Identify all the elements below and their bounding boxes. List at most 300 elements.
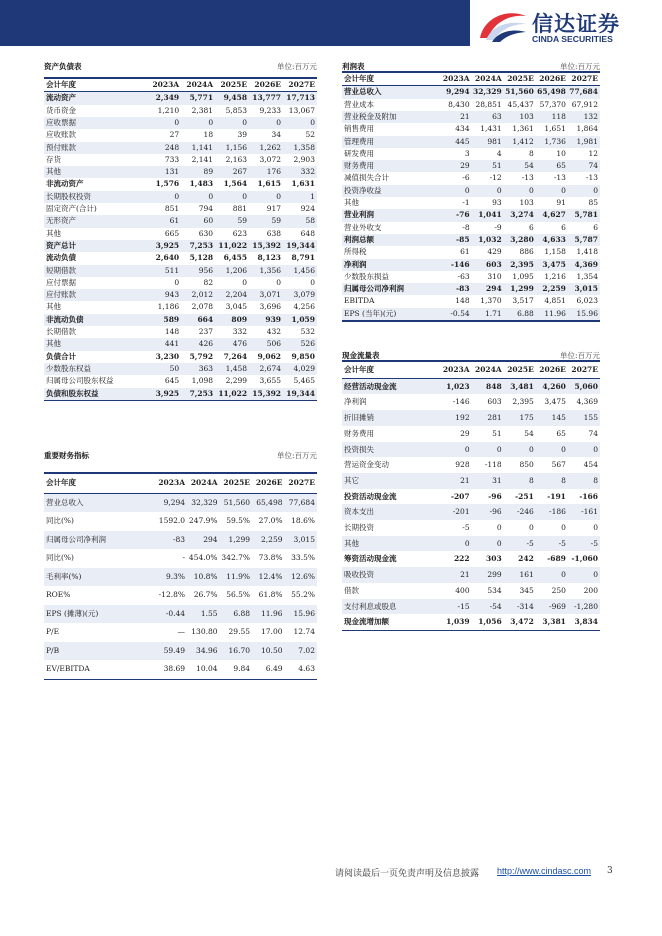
income_statement-row-value: 1,216 (544, 271, 566, 281)
income_statement-title: 利润表 (342, 62, 365, 71)
key_indicators-row-value: 6.88 (233, 608, 251, 618)
cash_flow-row-value: 4,260 (542, 381, 566, 391)
key_indicators-row-value: 11.9% (226, 571, 251, 581)
income_statement-row-value: 65 (556, 161, 566, 171)
balance_sheet-row-value: 61 (169, 216, 180, 226)
cash_flow-row-value: 145 (551, 413, 566, 423)
income_statement-row-value: 28,851 (475, 99, 502, 109)
income_statement-row-value: 1,041 (478, 210, 502, 220)
balance_sheet-row-value: 3,079 (293, 290, 315, 300)
footer-disclaimer: 请阅读最后一页免责声明及信息披露 (335, 869, 480, 879)
brand-logo-icon (476, 8, 530, 44)
cash_flow-row-value: 0 (496, 538, 502, 548)
cash_flow-row-value: -96 (489, 507, 502, 517)
balance_sheet-row-value: 1,356 (259, 265, 282, 275)
balance_sheet-row-value: 648 (300, 228, 315, 238)
income_statement-row-value: 2,395 (510, 259, 534, 269)
balance_sheet-row-value: 2,141 (191, 154, 214, 164)
cash_flow-unit: 单位:百万元 (559, 351, 600, 360)
cash_flow-row-value: 0 (593, 570, 598, 580)
income_statement-row-value: 12 (588, 148, 598, 158)
balance_sheet-row-value: 956 (198, 265, 214, 275)
cash_flow-row-value: 175 (519, 413, 534, 423)
balance_sheet-row (44, 191, 317, 203)
balance_sheet-row-value: 1,615 (257, 179, 282, 189)
key_indicators-row-value: 15.96 (293, 608, 315, 618)
key_indicators-header-year: 2024A (190, 478, 218, 487)
key_indicators-row-value: 32,329 (191, 497, 218, 507)
income_statement-row-value: 3,280 (510, 234, 534, 244)
income_statement-row (342, 271, 600, 283)
income_statement-row-label: 净利润 (344, 259, 367, 269)
cash_flow-header-year: 2027E (571, 365, 598, 374)
cash_flow-row-value: 4,369 (576, 397, 598, 407)
income_statement-header-row (342, 73, 600, 85)
income_statement-row-value: -12 (489, 173, 502, 183)
income_statement-row-value: -1 (462, 198, 470, 207)
cash_flow-row-value: 1,039 (446, 617, 470, 627)
key_indicators-row-value: 65,498 (256, 497, 283, 507)
balance_sheet-row-value: 4,029 (293, 363, 315, 373)
balance_sheet-row (44, 388, 317, 400)
cash_flow-row (342, 614, 600, 630)
key_indicators-row-value: 18.6% (291, 516, 315, 525)
balance_sheet-row-value: 943 (164, 290, 180, 300)
header-blue-bar (0, 0, 470, 46)
balance_sheet-row-value: 60 (203, 216, 214, 226)
balance_sheet-row-value: 9,458 (223, 93, 248, 103)
balance_sheet-row-value: 9,233 (259, 105, 282, 115)
key_indicators-row (44, 642, 317, 661)
cash_flow-row-value: 0 (561, 570, 566, 580)
key_indicators-row-value: 9.84 (233, 664, 251, 673)
balance_sheet-header-year: 2023A (152, 80, 180, 89)
income_statement-row-value: 1,361 (512, 124, 534, 134)
cash_flow-row-value: 3,381 (542, 617, 566, 627)
balance_sheet-row-value: 0 (310, 117, 315, 127)
income_statement-row-value: 3,475 (542, 259, 566, 269)
cash_flow-row-value: 0 (593, 444, 598, 454)
income_statement-row-value: 1,981 (576, 136, 598, 146)
balance_sheet-row-value: 794 (198, 204, 214, 213)
balance_sheet-row-value: 332 (300, 167, 315, 177)
key_indicators-row (44, 549, 317, 568)
cash_flow-row-value: -251 (515, 491, 534, 501)
income_statement-row (342, 295, 600, 307)
key_indicators-row-value: 29.55 (228, 627, 251, 636)
cash_flow-row-value: 567 (551, 460, 566, 470)
balance_sheet-row-value: 3,072 (259, 154, 282, 164)
income_statement-row-value: 0 (464, 185, 470, 195)
balance_sheet-row-value: 1,098 (191, 376, 214, 386)
income_statement-row-value: 3,015 (574, 284, 598, 294)
key_indicators-row-value: 2,259 (261, 534, 283, 544)
balance_sheet-row-value: 89 (203, 167, 214, 177)
key_indicators-row-value: 17.00 (261, 627, 283, 636)
cash_flow-row-value: 850 (519, 460, 534, 470)
key_indicators-row-value: 11.96 (261, 608, 283, 618)
key_indicators-row-value: 1,299 (228, 534, 251, 544)
income_statement-row-value: 45,437 (507, 99, 534, 109)
balance_sheet-row (44, 314, 317, 326)
balance_sheet-row-label: 其他 (46, 167, 61, 177)
balance_sheet-row (44, 301, 317, 313)
balance_sheet-row-value: 0 (276, 277, 282, 287)
balance_sheet-row (44, 117, 317, 129)
income_statement-row-value: -13 (521, 173, 534, 183)
cash_flow-row-value: 0 (561, 444, 566, 454)
cash_flow-row-value: -5 (558, 538, 566, 548)
income_statement-row-label: 营业成本 (344, 99, 374, 109)
key_indicators-row-label: P/E (46, 627, 60, 636)
income_statement-row (342, 308, 600, 320)
income_statement-row-value: 6,023 (576, 296, 598, 306)
balance_sheet-row-value: 11,022 (218, 388, 248, 398)
key_indicators-row-label: 归属母公司净利润 (46, 534, 106, 544)
cash_flow-row-value: 0 (464, 538, 470, 548)
cash_flow-row-label: 吸收投资 (344, 570, 374, 580)
balance_sheet-row-value: 0 (276, 117, 282, 127)
cash_flow-row-value: 400 (455, 585, 470, 595)
income_statement-row-value: 4 (496, 148, 502, 158)
cash_flow-row (342, 551, 600, 567)
balance_sheet-row-value: 2,299 (225, 376, 248, 386)
income_statement-row-value: 32,329 (472, 87, 502, 97)
cash_flow-row (342, 394, 600, 410)
key_indicators-row (44, 531, 317, 550)
income_statement-row-value: -83 (456, 284, 470, 294)
balance_sheet-row-value: 248 (164, 142, 180, 152)
income_statement-row-value: 1,158 (544, 247, 566, 257)
balance_sheet-row-value: 526 (300, 339, 315, 349)
key_indicators-row-label: 同比(%) (46, 516, 74, 525)
balance_sheet-row-value: 664 (197, 314, 214, 324)
balance_sheet-row-value: 7,264 (223, 351, 248, 361)
balance_sheet-row-label: 负债合计 (46, 351, 76, 361)
income_statement-row-label: 减值损失合计 (344, 173, 389, 183)
income_statement-header-year: 2024A (475, 74, 502, 83)
cash_flow-row-value: 54 (524, 428, 534, 438)
balance_sheet-row-value: 9,850 (291, 351, 315, 361)
balance_sheet-row-value: 59 (271, 216, 282, 226)
key_indicators-row-value: 10.8% (193, 571, 218, 581)
balance_sheet-header-year: 2026E (254, 80, 282, 89)
balance_sheet-row-value: 1,564 (223, 179, 248, 189)
balance_sheet-row-value: 50 (169, 363, 180, 373)
balance_sheet-row (44, 363, 317, 375)
balance_sheet-row (44, 351, 317, 363)
income_statement-row-label: EPS (当年)(元) (344, 308, 397, 318)
income_statement-header-year: 2023A (442, 74, 470, 83)
balance_sheet-row (44, 228, 317, 240)
balance_sheet-row-label: 流动资产 (46, 93, 76, 103)
cash_flow-row-value: 454 (583, 460, 598, 470)
balance_sheet-row-value: 8,791 (291, 253, 315, 263)
key_indicators-row-value: 12.4% (258, 571, 283, 581)
balance_sheet-row-value: 39 (237, 130, 248, 140)
balance_sheet-row (44, 178, 317, 190)
income_statement-row-label: 财务费用 (344, 161, 374, 171)
cash_flow-row-value: 0 (561, 523, 566, 532)
income_statement-row-value: 51,560 (505, 87, 534, 97)
income_statement-row-value: 445 (455, 136, 470, 146)
key_indicators-row-value: 10.50 (261, 645, 283, 655)
cash_flow-row-label: 投资损失 (344, 444, 374, 454)
key_indicators-row-value: 4.63 (298, 664, 315, 673)
balance_sheet-row-label: 应付票据 (46, 277, 76, 287)
balance_sheet-row-value: 52 (305, 130, 315, 140)
cash_flow-row (342, 457, 600, 473)
income_statement-row-value: 132 (583, 111, 598, 121)
cash_flow-row-label: 支付利息或股息 (344, 601, 397, 611)
cash_flow-row-value: 0 (496, 523, 502, 532)
balance_sheet-row (44, 277, 317, 289)
cash_flow-row-value: 161 (519, 570, 534, 580)
balance_sheet-row-value: 1,483 (189, 179, 214, 189)
income_statement-row-value: 3 (464, 148, 470, 158)
income_statement-row-value: 118 (551, 111, 566, 121)
key_indicators-row-value: 12.74 (293, 627, 315, 636)
key_indicators-row-value: 10.04 (196, 664, 218, 673)
balance_sheet-row-value: 665 (164, 228, 180, 238)
cash_flow-row-label: 资本支出 (344, 507, 374, 517)
key_indicators-row-value: 61.8% (258, 590, 283, 599)
footer-link[interactable]: http://www.cindasc.com (497, 866, 592, 876)
cash_flow-row-value: -1,280 (573, 601, 598, 611)
income_statement-row-label: 其他 (344, 198, 359, 207)
key_indicators-row (44, 586, 317, 605)
cash_flow-row-label: 经营活动现金流 (344, 381, 397, 391)
balance_sheet-row-value: 2,078 (191, 302, 214, 312)
income_statement-row (342, 172, 600, 184)
cash_flow-row-value: 21 (460, 570, 470, 580)
cash_flow-row-value: -118 (484, 460, 502, 470)
income_statement-row-value: -146 (450, 259, 470, 269)
income_statement-row-value: -13 (585, 173, 598, 183)
balance_sheet-row-value: 8,123 (257, 253, 282, 263)
income_statement-row-value: 981 (487, 136, 502, 146)
key_indicators-row-value: 7.02 (298, 645, 315, 655)
cash_flow-row-label: 长期投资 (344, 523, 374, 532)
cash_flow-header-label: 会计年度 (344, 365, 374, 374)
cash_flow-row-value: 281 (487, 413, 502, 423)
income_statement-row-value: 0 (496, 185, 502, 195)
income_statement-row-value: -9 (494, 222, 502, 232)
income_statement-row-value: 91 (556, 198, 566, 207)
cash_flow-row (342, 489, 600, 505)
key_indicators-row-value: -0.44 (165, 608, 186, 618)
cash_flow-row-value: 0 (593, 523, 598, 532)
balance_sheet-row (44, 142, 317, 154)
key_indicators-header-year: 2027E (288, 478, 315, 487)
balance_sheet-row (44, 265, 317, 277)
cash_flow-row-value: -96 (488, 491, 502, 501)
key_indicators-row-value: 55.2% (291, 590, 315, 599)
brand-name-en: CINDA SECURITIES (532, 34, 613, 44)
income_statement-header-year: 2026E (539, 74, 566, 83)
cash_flow-row-value: 3,475 (544, 397, 566, 407)
balance_sheet-row-value: 3,925 (155, 388, 180, 398)
balance_sheet-row-value: 267 (232, 167, 248, 177)
balance_sheet-row-value: 1,206 (225, 265, 248, 275)
balance_sheet-row-value: 2,349 (155, 93, 180, 103)
balance_sheet-row-value: 1,141 (191, 142, 214, 152)
balance_sheet-row (44, 375, 317, 387)
cash_flow-row-value: 0 (464, 444, 470, 454)
income_statement-row-value: 5,787 (574, 234, 598, 244)
cash_flow-row (342, 583, 600, 599)
balance_sheet-row-value: 2,381 (191, 105, 214, 115)
cash_flow-row-value: -314 (516, 601, 534, 611)
income_statement-row (342, 246, 600, 258)
cash_flow-row-value: -5 (462, 523, 470, 532)
balance_sheet-row-value: 3,925 (155, 240, 180, 250)
key_indicators-row (44, 512, 317, 531)
cash_flow-header-year: 2023A (442, 365, 470, 374)
income_statement-row-value: 6 (593, 222, 598, 232)
income_statement-row-value: -13 (553, 173, 566, 183)
cash_flow-row-value: 21 (460, 475, 470, 485)
cash_flow-row-value: 0 (529, 444, 534, 454)
cash_flow-row-value: 74 (588, 428, 598, 438)
balance_sheet-row-value: 917 (266, 204, 282, 213)
balance_sheet-row-label: 货币资金 (46, 105, 76, 115)
key_indicators-row-value: 56.5% (226, 590, 251, 599)
key_indicators-row-value: 73.8% (258, 553, 283, 562)
key_indicators-row-value: 6.49 (265, 664, 283, 673)
balance_sheet-row-label: 其他 (46, 339, 61, 349)
brand-name-cn: 信达证券 (532, 12, 620, 36)
balance_sheet-row-value: 881 (232, 204, 248, 213)
cash_flow-row-label: 其它 (344, 475, 359, 485)
cash_flow-row-value: 155 (583, 413, 598, 423)
cash_flow-row-value: 8 (593, 475, 598, 485)
balance_sheet-row-value: 59 (237, 216, 248, 226)
balance_sheet-row-label: 流动负债 (46, 253, 76, 263)
balance_sheet-row-label: 非流动负债 (46, 314, 84, 324)
cash_flow-row (342, 504, 600, 520)
income_statement-row-value: 10 (556, 148, 566, 158)
balance_sheet-row-value: 630 (198, 228, 214, 238)
income_statement-row-value: 429 (487, 247, 502, 257)
balance_sheet-title: 资产负债表 (44, 62, 82, 71)
balance_sheet-row-value: 19,344 (286, 388, 315, 398)
cash_flow-title: 现金流量表 (342, 351, 380, 360)
cash_flow-row-value: -1,060 (571, 554, 598, 564)
key_indicators-row-value: -12.8% (158, 590, 186, 599)
income_statement-row-value: -85 (456, 234, 470, 244)
key_indicators-bottom-rule (44, 679, 317, 681)
income_statement-row (342, 234, 600, 246)
balance_sheet-row-value: 1,631 (291, 179, 315, 189)
balance_sheet-row (44, 166, 317, 178)
balance_sheet-row-value: 9,062 (257, 351, 282, 361)
balance_sheet-row (44, 154, 317, 166)
balance_sheet-row-value: 15,392 (252, 240, 282, 250)
balance_sheet-header-year: 2025E (220, 80, 248, 89)
income_statement-row (342, 283, 600, 295)
income_statement-row (342, 222, 600, 234)
cash_flow-row-value: 3,481 (510, 381, 534, 391)
balance_sheet-row-value: 1,358 (293, 142, 315, 152)
income_statement-row-value: 310 (487, 271, 502, 281)
balance_sheet-row-label: 应付账款 (46, 290, 76, 300)
income_statement-row (342, 160, 600, 172)
income_statement-row-value: 434 (455, 124, 470, 134)
balance_sheet-row-label: 其他 (46, 302, 61, 312)
balance_sheet-row-value: 0 (276, 191, 282, 201)
income_statement-row (342, 136, 600, 148)
cash_flow-row-value: 65 (556, 428, 566, 438)
balance_sheet-row-value: 11,022 (218, 240, 248, 250)
balance_sheet-row-label: 长期借款 (46, 327, 76, 336)
income_statement-row (342, 209, 600, 221)
income_statement-row-label: 投资净收益 (344, 185, 382, 195)
key_indicators-unit: 单位:百万元 (276, 451, 317, 460)
balance_sheet-row-value: 432 (266, 327, 282, 336)
balance_sheet-row (44, 129, 317, 141)
cash_flow-row-value: -166 (579, 491, 598, 501)
balance_sheet-row-value: 2,012 (191, 290, 214, 300)
key_indicators-row-label: 同比(%) (46, 553, 74, 562)
income_statement-row-label: 所得税 (344, 247, 367, 257)
balance_sheet-header-year: 2024A (186, 80, 214, 89)
balance_sheet-row-value: 0 (242, 191, 248, 201)
key_indicators-row (44, 494, 317, 513)
cash_flow-row-label: 现金流增加额 (344, 617, 389, 627)
balance_sheet-row-value: 638 (266, 228, 282, 238)
cash_flow-row (342, 379, 600, 395)
income_statement-row-value: 61 (460, 247, 470, 257)
income_statement-row-value: 5,781 (574, 210, 598, 220)
income_statement-row-value: 67,912 (571, 99, 598, 109)
balance_sheet-row-label: 资产总计 (46, 240, 76, 250)
cash_flow-row-value: 222 (453, 554, 470, 564)
balance_sheet-row-value: 27 (169, 130, 180, 140)
cash_flow-row-value: -207 (450, 491, 470, 501)
balance_sheet-row-value: 3,071 (259, 290, 282, 300)
balance_sheet-row-value: 426 (198, 339, 214, 349)
income_statement-row-label: 营业税金及附加 (344, 111, 397, 121)
balance_sheet-row-value: 148 (164, 327, 180, 336)
cash_flow-row-value: 534 (487, 585, 502, 595)
income_statement-row-value: 6 (561, 222, 566, 232)
balance_sheet-row-label: 非流动资产 (46, 179, 84, 189)
balance_sheet-row-label: 其他 (46, 228, 61, 238)
balance_sheet-row-value: 0 (174, 277, 180, 287)
income_statement-row-value: 8,430 (448, 99, 470, 109)
income_statement-unit: 单位:百万元 (559, 62, 600, 71)
key_indicators-row-value: 342.7% (221, 553, 251, 562)
income_statement-row-value: 103 (519, 198, 534, 207)
income_statement-row-label: 管理费用 (344, 136, 374, 146)
balance_sheet-row-value: 82 (203, 277, 214, 287)
cash_flow-row-value: 1,056 (478, 617, 502, 627)
balance_sheet-row-value: 0 (242, 277, 248, 287)
cash_flow-row-value: -54 (489, 601, 502, 611)
balance_sheet-row-label: 负债和股东权益 (46, 388, 99, 398)
balance_sheet-row-label: 少数股东权益 (46, 363, 91, 373)
balance_sheet-row-value: 363 (198, 363, 214, 373)
cash_flow-row-label: 投资活动现金流 (344, 491, 397, 501)
balance_sheet-header-year: 2027E (288, 80, 315, 89)
cash_flow-row-value: 0 (496, 444, 502, 454)
cash_flow-row (342, 410, 600, 426)
balance_sheet-row-value: 131 (164, 167, 180, 177)
cash_flow-row-value: -191 (547, 491, 566, 501)
balance_sheet-row-label: 存货 (46, 154, 61, 164)
cash_flow-row (342, 442, 600, 458)
